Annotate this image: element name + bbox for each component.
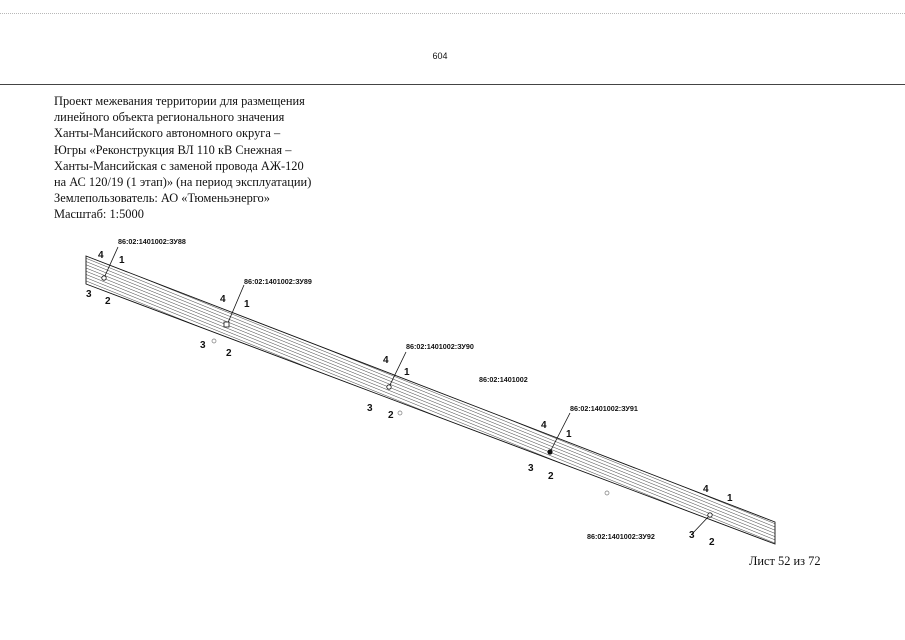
point-number-1: 1 bbox=[727, 493, 733, 504]
land-user-line: Землепользователь: АО «Тюменьэнерго» bbox=[54, 191, 270, 206]
right-of-way-strip bbox=[86, 256, 775, 544]
title-line: Проект межевания территории для размещения bbox=[54, 94, 305, 108]
page-number: 604 bbox=[432, 51, 448, 61]
plot-marker bbox=[548, 450, 552, 454]
title-line: Ханты-Мансийского автономного округа – bbox=[54, 126, 281, 141]
title-line: на АС 120/19 (1 этап)» (на период эксплуатации) bbox=[54, 175, 312, 190]
cadastral-label-zu89: 86:02:1401002:ЗУ89 bbox=[244, 277, 312, 286]
point-number-2: 2 bbox=[226, 348, 232, 359]
point-number-3: 3 bbox=[367, 403, 373, 414]
quarter-label: 86:02:1401002 bbox=[479, 375, 528, 384]
leader-line-zu92 bbox=[692, 515, 710, 534]
survey-dot bbox=[398, 411, 402, 415]
point-number-3: 3 bbox=[200, 340, 206, 351]
point-number-1: 1 bbox=[244, 299, 250, 310]
title-line: Югры «Реконструкция ВЛ 110 кВ Снежная – bbox=[54, 142, 292, 157]
sheet-number: Лист 52 из 72 bbox=[749, 554, 821, 568]
point-number-2: 2 bbox=[709, 537, 715, 548]
point-number-1: 1 bbox=[119, 255, 125, 266]
cadastral-label-zu92: 86:02:1401002:ЗУ92 bbox=[587, 532, 655, 541]
plot-marker bbox=[224, 322, 229, 327]
point-number-4: 4 bbox=[220, 294, 226, 305]
point-number-2: 2 bbox=[105, 296, 111, 307]
point-number-3: 3 bbox=[689, 530, 695, 541]
plot-marker bbox=[708, 513, 712, 517]
point-number-4: 4 bbox=[383, 355, 389, 366]
point-number-4: 4 bbox=[541, 420, 547, 431]
title-line: линейного объекта регионального значения bbox=[54, 110, 285, 125]
cadastral-label-zu88: 86:02:1401002:ЗУ88 bbox=[118, 237, 186, 246]
title-line: Ханты-Мансийская с заменой провода АЖ-120 bbox=[54, 158, 304, 173]
point-number-1: 1 bbox=[566, 429, 572, 440]
hatched-corridor bbox=[86, 256, 775, 544]
plot-marker bbox=[102, 276, 106, 280]
cadastral-label-zu90: 86:02:1401002:ЗУ90 bbox=[406, 342, 474, 351]
survey-dot bbox=[212, 339, 216, 343]
point-number-4: 4 bbox=[703, 484, 709, 495]
survey-dot bbox=[605, 491, 609, 495]
cadastral-label-zu91: 86:02:1401002:ЗУ91 bbox=[570, 404, 638, 413]
scale-line: Масштаб: 1:5000 bbox=[54, 207, 144, 222]
point-number-3: 3 bbox=[86, 289, 92, 300]
point-number-3: 3 bbox=[528, 463, 534, 474]
point-number-4: 4 bbox=[98, 250, 104, 261]
point-number-1: 1 bbox=[404, 367, 410, 378]
plot-marker bbox=[387, 385, 391, 389]
point-number-2: 2 bbox=[388, 410, 394, 421]
point-number-2: 2 bbox=[548, 471, 554, 482]
